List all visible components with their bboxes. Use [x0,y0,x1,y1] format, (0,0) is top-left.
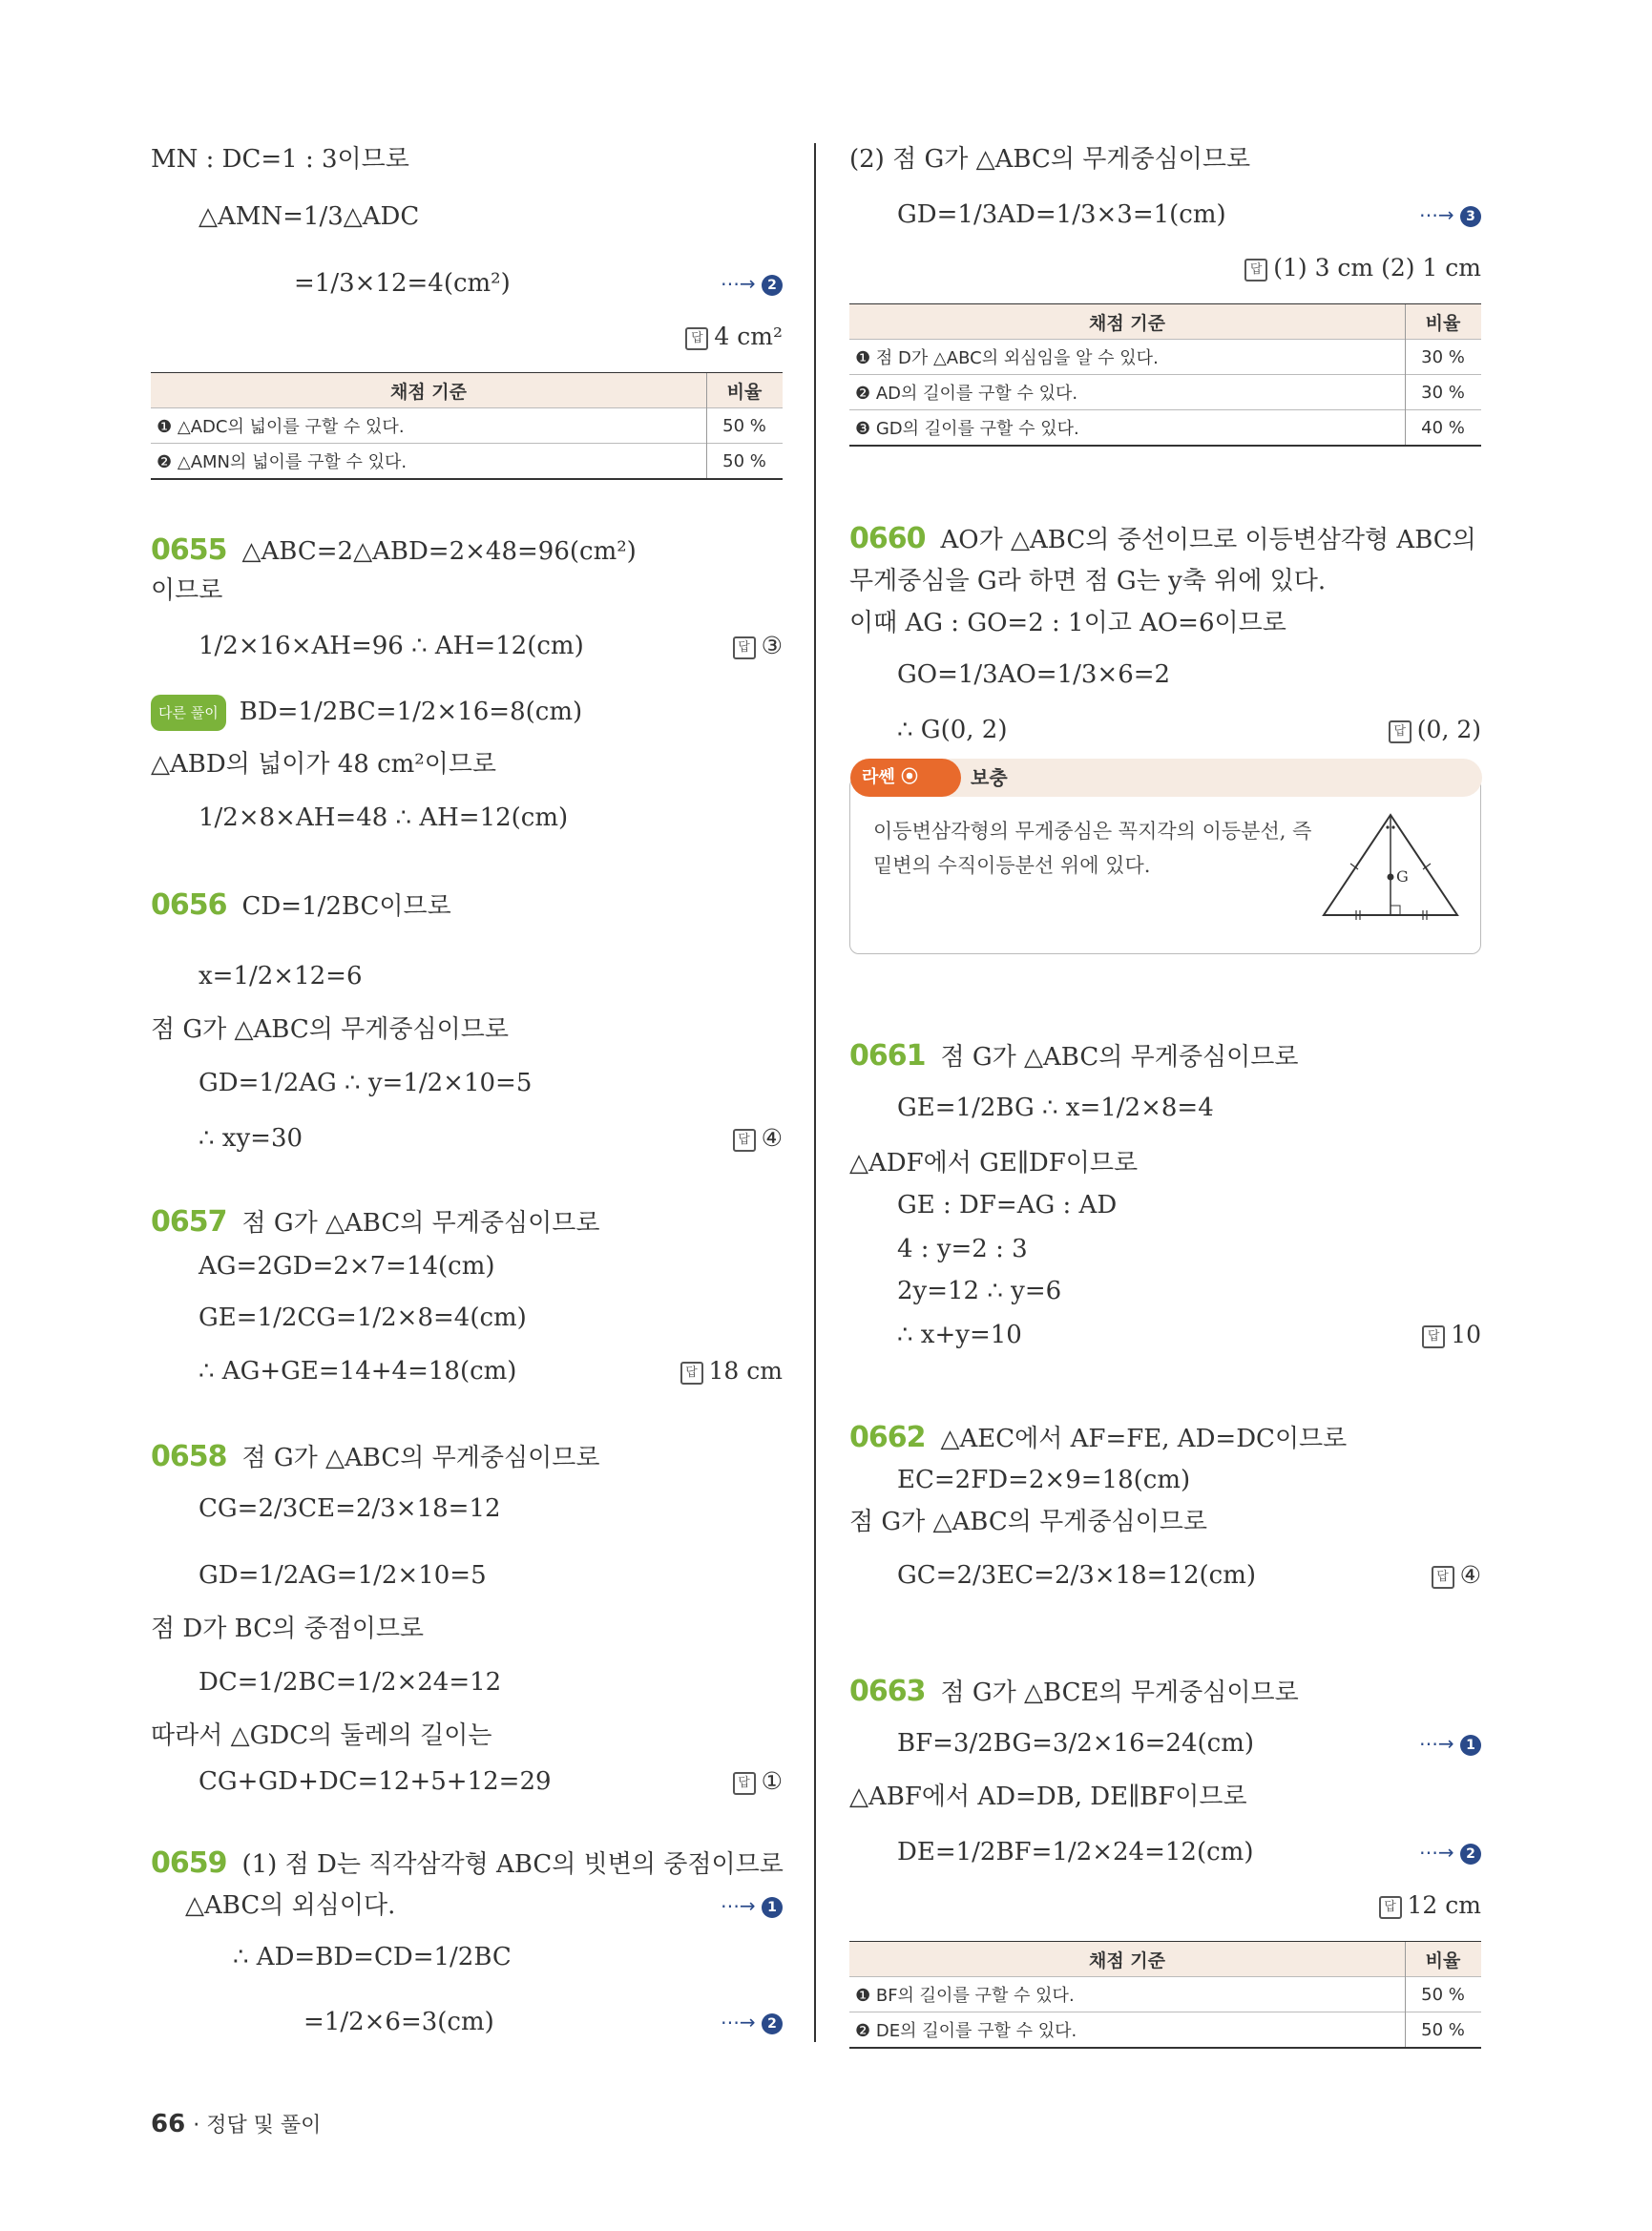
isosceles-triangle-figure [1314,810,1467,925]
answer-mark-icon: 답 [1432,1566,1454,1589]
text-line: BF=3/2BG=3/2×16=24(cm) [897,1729,1255,1758]
text-line: 무게중심을 G라 하면 점 G는 y축 위에 있다. [849,567,1327,595]
answer-mark-icon: 답 [1244,259,1267,281]
problem-0658 [151,1441,599,1474]
text-line: GE : DF=AG : AD [897,1191,1118,1220]
problem-number: 0663 [849,1675,926,1708]
problem-number: 0662 [849,1421,926,1454]
text-line: DC=1/2BC=1/2×24=12 [199,1668,502,1697]
table-cell: 30 % [1406,340,1482,375]
text-line: DE=1/2BF=1/2×24=12(cm) [897,1838,1254,1866]
note-logo: 라쎈 ⦿ [850,759,961,797]
text-line: AG=2GD=2×7=14(cm) [199,1252,495,1281]
page-footer: 66 · 정답 및 풀이 [151,2110,322,2138]
text-line: (1) 점 D는 직각삼각형 ABC의 빗변의 중점이므로 [241,1850,784,1879]
text-line: △ABC의 외심이다. [185,1891,396,1920]
table-header: 비율 [1406,304,1482,340]
text-line: 점 G가 △BCE의 무게중심이므로 [940,1678,1299,1707]
answer [1422,1319,1481,1351]
answer [680,1355,783,1387]
text-line: △ADF에서 GE∥DF이므로 [849,1149,1139,1178]
text-line: GD=1/2AG ∴ y=1/2×10=5 [199,1069,533,1097]
text-line: MN : DC=1 : 3이므로 [151,145,409,174]
answer [733,1122,783,1155]
step-marker: ⋯→ 1 [721,1889,783,1922]
answer-value: 18 cm [708,1357,783,1385]
answer-mark-icon: 답 [1422,1325,1445,1348]
text-line: 1/2×8×AH=48 ∴ AH=12(cm) [199,803,569,832]
problem-number: 0660 [849,522,926,555]
text-line: BD=1/2BC=1/2×16=8(cm) [239,698,583,726]
text-line: △ABF에서 AD=DB, DE∥BF이므로 [849,1783,1247,1811]
supplement-note [849,766,1481,954]
text-line: 이므로 [151,576,223,605]
table-header: 채점 기준 [849,304,1406,340]
step-number: 1 [1460,1735,1481,1756]
problem-0656 [151,889,451,923]
table-header: 채점 기준 [849,1942,1406,1977]
text-line: 점 G가 △ABC의 무게중심이므로 [849,1508,1207,1536]
table-cell: ❶ BF의 길이를 구할 수 있다. [849,1977,1406,2012]
table-header: 채점 기준 [151,373,707,408]
column-divider [814,143,816,2042]
figure-label-g: G [1396,867,1409,886]
step-number: 2 [762,275,783,296]
answer [733,1765,783,1798]
problem-0660 [849,523,1476,556]
grading-table [151,372,783,480]
answer-value: 4 cm² [714,323,783,350]
table-cell: ❷ DE의 길이를 구할 수 있다. [849,2012,1406,2049]
problem-0661 [849,1040,1298,1074]
text-line: CG=2/3CE=2/3×18=12 [199,1494,501,1523]
table-row [151,444,783,480]
answer-value: ① [761,1767,783,1795]
table-cell: ❶ △ADC의 넓이를 구할 수 있다. [151,408,707,444]
text-line: 점 G가 △ABC의 무게중심이므로 [241,1209,600,1238]
text-line: =1/3×12=4(cm²) [294,269,511,298]
answer-mark-icon: 답 [733,636,756,659]
answer [1244,252,1481,284]
text-line: GC=2/3EC=2/3×18=12(cm) [897,1561,1257,1590]
footer-title: 정답 및 풀이 [206,2114,322,2137]
problem-number: 0659 [151,1846,227,1880]
table-row [849,1977,1481,2012]
problem-number: 0655 [151,533,227,567]
answer [1379,1889,1481,1922]
text-line: EC=2FD=2×9=18(cm) [897,1466,1191,1494]
problem-number: 0656 [151,888,227,922]
grading-table [849,1941,1481,2049]
text-line: (2) 점 G가 △ABC의 무게중심이므로 [849,145,1251,174]
table-row [849,375,1481,410]
text-line: 2y=12 ∴ y=6 [897,1277,1062,1305]
alt-solution-badge: 다른 풀이 [151,695,226,731]
answer-mark-icon: 답 [680,1362,703,1385]
answer [733,630,783,662]
answer-mark-icon: 답 [1379,1896,1402,1919]
table-row [849,2012,1481,2049]
problem-number: 0658 [151,1440,227,1473]
answer-value: (1) 3 cm (2) 1 cm [1273,254,1481,281]
grading-table [849,303,1481,447]
text-line: GD=1/2AG=1/2×10=5 [199,1561,487,1590]
answer-mark-icon: 답 [733,1129,756,1152]
table-cell: ❷ △AMN의 넓이를 구할 수 있다. [151,444,707,480]
table-cell: 50 % [707,444,784,480]
text-line: 점 G가 △ABC의 무게중심이므로 [241,1444,600,1472]
text-line: AO가 △ABC의 중선이므로 이등변삼각형 ABC의 [940,526,1476,554]
step-marker: ⋯→ 1 [1419,1727,1481,1760]
text-line: 점 D가 BC의 중점이므로 [151,1615,425,1643]
text-line: 점 G가 △ABC의 무게중심이므로 [940,1043,1299,1072]
text-line: =1/2×6=3(cm) [303,2008,494,2036]
table-row [151,408,783,444]
table-cell: 50 % [707,408,784,444]
note-text: 이등변삼각형의 무게중심은 꼭지각의 이등분선, 즉 밑변의 수직이등분선 위에 있다. [873,820,1312,877]
problem-0663 [849,1676,1299,1709]
text-line: x=1/2×12=6 [199,962,363,990]
answer-value: 10 [1451,1321,1481,1348]
table-cell: 50 % [1406,2012,1482,2049]
text-line: ∴ x+y=10 [897,1321,1022,1349]
answer-value: ③ [761,632,783,659]
problem-0659 [151,1847,784,1881]
table-header: 비율 [1406,1942,1482,1977]
step-marker: ⋯→ 3 [1419,198,1481,231]
step-number: 3 [1460,206,1481,227]
text-line: GD=1/3AD=1/3×3=1(cm) [897,200,1226,229]
text-line: GO=1/3AO=1/3×6=2 [897,660,1171,689]
problem-number: 0657 [151,1205,227,1239]
text-line: 이때 AG : GO=2 : 1이고 AO=6이므로 [849,609,1286,637]
answer-value: ④ [1459,1561,1481,1589]
table-cell: 30 % [1406,375,1482,410]
note-header [850,759,1482,797]
text-line: 점 G가 △ABC의 무게중심이므로 [151,1015,509,1044]
table-cell: ❷ AD의 길이를 구할 수 있다. [849,375,1406,410]
table-cell: 50 % [1406,1977,1482,2012]
table-cell: ❸ GD의 길이를 구할 수 있다. [849,410,1406,447]
table-cell: 40 % [1406,410,1482,447]
text-line: ∴ xy=30 [199,1124,303,1153]
text-line: △AMN=1/3△ADC [199,202,420,231]
problem-0657 [151,1206,599,1240]
step-marker: ⋯→ 2 [721,2006,783,2038]
alt-solution [151,695,582,731]
table-header: 비율 [707,373,784,408]
answer-value: (0, 2) [1416,716,1481,743]
step-number: 2 [762,2013,783,2034]
text-line: △ABC=2△ABD=2×48=96(cm²) [241,537,637,566]
table-cell: ❶ 점 D가 △ABC의 외심임을 알 수 있다. [849,340,1406,375]
answer-mark-icon: 답 [733,1772,756,1795]
problem-0655 [151,534,637,568]
text-line: △AEC에서 AF=FE, AD=DC이므로 [940,1425,1348,1453]
text-line: GE=1/2CG=1/2×8=4(cm) [199,1303,527,1332]
step-marker: ⋯→ 2 [721,267,783,300]
problem-0662 [849,1422,1347,1455]
text-line: 4 : y=2 : 3 [897,1235,1028,1263]
page-number: 66 [151,2110,186,2138]
answer-mark-icon: 답 [1389,720,1412,743]
step-marker: ⋯→ 2 [1419,1836,1481,1868]
text-line: ∴ G(0, 2) [897,716,1008,744]
text-line: ∴ AG+GE=14+4=18(cm) [199,1357,517,1386]
answer-mark-icon: 답 [685,327,708,350]
text-line: 1/2×16×AH=96 ∴ AH=12(cm) [199,632,584,660]
note-title: 보충 [971,766,1008,789]
text-line: GE=1/2BG ∴ x=1/2×8=4 [897,1094,1214,1122]
step-number: 1 [762,1897,783,1918]
text-line: CG+GD+DC=12+5+12=29 [199,1767,552,1796]
text-line: ∴ AD=BD=CD=1/2BC [233,1943,512,1971]
text-line: △ABD의 넓이가 48 cm²이므로 [151,750,497,779]
table-row [849,410,1481,447]
text-line: 따라서 △GDC의 둘레의 길이는 [151,1721,492,1750]
answer-value: ④ [761,1124,783,1152]
table-row [849,340,1481,375]
text-line: CD=1/2BC이므로 [241,892,451,921]
answer-value: 12 cm [1407,1891,1481,1919]
answer [1389,714,1481,746]
answer [1432,1559,1481,1592]
step-number: 2 [1460,1844,1481,1865]
answer [685,321,783,353]
problem-number: 0661 [849,1039,926,1073]
